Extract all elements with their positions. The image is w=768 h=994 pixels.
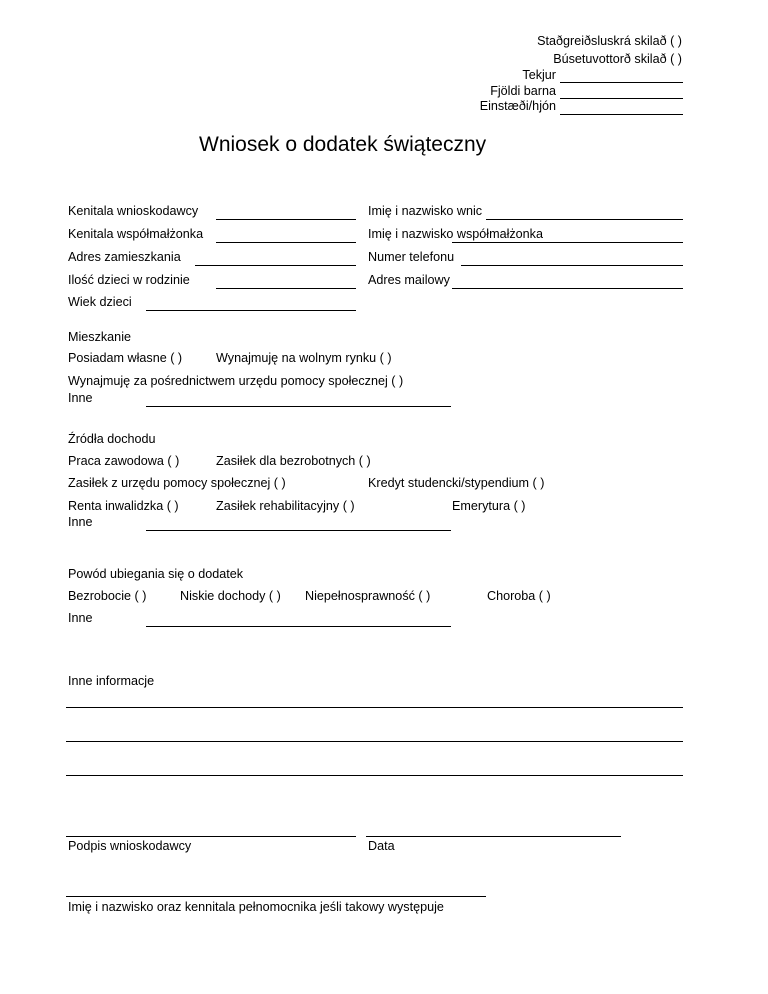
header-children-field[interactable]: [560, 98, 683, 99]
reason-heading: Powód ubiegania się o dodatek: [68, 567, 244, 581]
header-marital-field[interactable]: [560, 114, 683, 115]
housing-other-field[interactable]: [146, 406, 451, 407]
applicant-signature-field[interactable]: [66, 836, 356, 837]
kennitala-applicant-field[interactable]: [216, 219, 356, 220]
children-age-field[interactable]: [146, 310, 356, 311]
reason-other-label: Inne: [68, 611, 93, 625]
kennitala-spouse-field[interactable]: [216, 242, 356, 243]
reason-low-income-option[interactable]: Niskie dochody ( ): [180, 589, 281, 603]
email-label: Adres mailowy: [368, 273, 450, 287]
income-disability-option[interactable]: Renta inwalidzka ( ): [68, 499, 179, 513]
email-field[interactable]: [452, 288, 683, 289]
other-info-line-1[interactable]: [66, 707, 683, 708]
income-heading: Źródła dochodu: [68, 432, 156, 446]
phone-label: Numer telefonu: [368, 250, 455, 264]
income-social-option[interactable]: Zasiłek z urzędu pomocy społecznej ( ): [68, 476, 286, 490]
income-retirement-option[interactable]: Emerytura ( ): [452, 499, 526, 513]
income-other-label: Inne: [68, 515, 93, 529]
date-field[interactable]: [366, 836, 621, 837]
proxy-label: Imię i nazwisko oraz kennitala pełnomocnika jeśli takowy występuje: [68, 900, 444, 914]
proxy-field[interactable]: [66, 896, 486, 897]
other-info-heading: Inne informacje: [68, 674, 155, 688]
kennitala-spouse-label: Kenitala współmałżonka: [68, 227, 204, 241]
name-spouse-field[interactable]: [452, 242, 683, 243]
children-age-label: Wiek dzieci: [68, 295, 132, 309]
reason-disability-option[interactable]: Niepełnosprawność ( ): [305, 589, 431, 603]
housing-heading: Mieszkanie: [68, 330, 131, 344]
children-count-field[interactable]: [216, 288, 356, 289]
name-applicant-field[interactable]: [486, 219, 683, 220]
reason-other-field[interactable]: [146, 626, 451, 627]
reason-unemployment-option[interactable]: Bezrobocie ( ): [68, 589, 147, 603]
date-label: Data: [368, 839, 395, 853]
phone-field[interactable]: [461, 265, 683, 266]
income-rehab-option[interactable]: Zasiłek rehabilitacyjny ( ): [216, 499, 355, 513]
income-other-field[interactable]: [146, 530, 451, 531]
name-spouse-label: Imię i nazwisko współmałżonka: [368, 227, 543, 241]
page-title: Wniosek o dodatek świąteczny: [199, 133, 487, 156]
housing-own-option[interactable]: Posiadam własne ( ): [68, 351, 183, 365]
income-unemployment-option[interactable]: Zasiłek dla bezrobotnych ( ): [216, 454, 371, 468]
income-work-option[interactable]: Praca zawodowa ( ): [68, 454, 180, 468]
other-info-line-3[interactable]: [66, 775, 683, 776]
kennitala-applicant-label: Kenitala wnioskodawcy: [68, 204, 199, 218]
address-field[interactable]: [195, 265, 356, 266]
applicant-signature-label: Podpis wnioskodawcy: [68, 839, 192, 853]
name-applicant-label: Imię i nazwisko wnic: [368, 204, 483, 218]
header-residence-cert: Búsetuvottorð skilað ( ): [553, 52, 682, 66]
children-count-label: Ilość dzieci w rodzinie: [68, 273, 190, 287]
reason-illness-option[interactable]: Choroba ( ): [487, 589, 551, 603]
header-income-field[interactable]: [560, 82, 683, 83]
header-marital-label: Einstæði/hjón: [479, 99, 556, 113]
housing-rent-market-option[interactable]: Wynajmuję na wolnym rynku ( ): [216, 351, 392, 365]
housing-other-label: Inne: [68, 391, 93, 405]
other-info-line-2[interactable]: [66, 741, 683, 742]
header-children-label: Fjöldi barna: [490, 84, 556, 98]
address-label: Adres zamieszkania: [68, 250, 181, 264]
income-student-loan-option[interactable]: Kredyt studencki/stypendium ( ): [368, 476, 545, 490]
header-income-label: Tekjur: [522, 68, 556, 82]
header-tax-record: Staðgreiðsluskrá skilað ( ): [537, 34, 682, 48]
housing-rent-social-option[interactable]: Wynajmuję za pośrednictwem urzędu pomocy społecznej ( ): [68, 374, 404, 388]
